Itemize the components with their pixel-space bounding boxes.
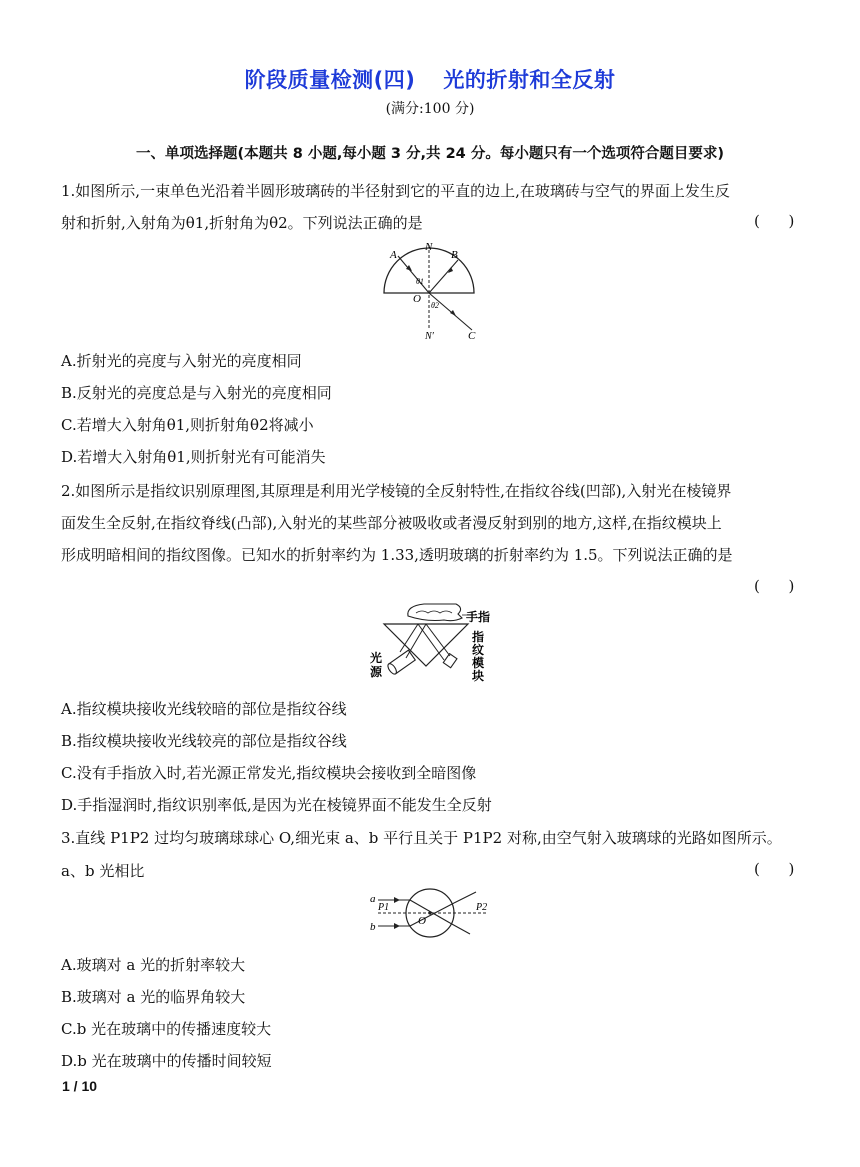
- ray-a-exit: [450, 923, 470, 934]
- q1-option-a: A.折射光的亮度与入射光的亮度相同: [61, 352, 302, 370]
- light-source-icon: [386, 650, 415, 675]
- label-module-1: 指: [472, 630, 485, 644]
- page-subtitle: (满分:100 分): [385, 101, 475, 117]
- label-N: N: [425, 241, 433, 253]
- q3-stem-line-2: a、b 光相比: [61, 862, 145, 880]
- ray-b-refracted: [410, 903, 454, 926]
- ray-b-exit: [454, 892, 476, 903]
- label-module-3: 模: [472, 656, 485, 670]
- q2-option-d: D.手指湿润时,指纹识别率低,是因为光在棱镜界面不能发生全反射: [61, 796, 492, 814]
- page-number: 1 / 10: [62, 1078, 98, 1094]
- q2-stem-line-2: 面发生全反射,在指纹脊线(凸部),入射光的某些部分被吸收或者漫反射到别的地方,这样,在指纹模块上: [61, 514, 722, 532]
- incident-ray: [398, 256, 429, 293]
- q3-option-c: C.b 光在玻璃中的传播速度较大: [61, 1020, 272, 1038]
- label-finger: 手指: [466, 610, 491, 624]
- light-ray-1: [406, 624, 426, 658]
- q1-option-c: C.若增大入射角θ1,则折射角θ2将减小: [61, 416, 314, 434]
- label-C: C: [468, 330, 476, 342]
- label-source-2: 源: [370, 665, 383, 679]
- label-theta2: θ2: [431, 301, 439, 310]
- q3-glass-sphere-figure: [366, 884, 496, 940]
- reflected-ray: [429, 260, 458, 293]
- label-b: b: [370, 921, 376, 933]
- center-dot: [428, 911, 431, 914]
- label-A: A: [390, 249, 397, 261]
- label-P1: P1: [378, 902, 390, 913]
- q1-stem-line-2: 射和折射,入射角为θ1,折射角为θ2。下列说法正确的是: [61, 214, 423, 232]
- prism: [384, 624, 468, 666]
- q2-option-c: C.没有手指放入时,若光源正常发光,指纹模块会接收到全暗图像: [61, 764, 477, 782]
- q2-stem-line-3: 形成明暗相间的指纹图像。已知水的折射率约为 1.33,透明玻璃的折射率约为 1.5。下列说法正确的是: [61, 546, 733, 564]
- label-O: O: [413, 293, 421, 305]
- q1-semicircle-figure: [376, 240, 486, 344]
- q3-option-a: A.玻璃对 a 光的折射率较大: [61, 956, 246, 974]
- q2-fingerprint-figure: [366, 600, 496, 688]
- label-module-4: 块: [472, 669, 485, 683]
- fingerprint-ridges: [416, 611, 452, 613]
- ray-b-arrow-icon: [394, 923, 400, 929]
- title-part2: 光的折射和全反射: [443, 68, 616, 92]
- label-theta1: θ1: [416, 277, 424, 286]
- q1-option-d: D.若增大入射角θ1,则折射光有可能消失: [61, 448, 326, 466]
- page-title: [0, 64, 860, 94]
- label-O: O: [418, 915, 426, 927]
- q2-stem-line-1: 2.如图所示是指纹识别原理图,其原理是利用光学棱镜的全反射特性,在指纹谷线(凹部),入射光在棱镜界: [61, 482, 732, 500]
- refracted-arrow-icon: [450, 310, 456, 316]
- section-heading: 一、单项选择题(本题共 8 小题,每小题 3 分,共 24 分。每小题只有一个选项符合题目要求): [136, 146, 724, 162]
- q1-answer-bracket: ( ): [754, 212, 795, 230]
- q1-stem-line-1: 1.如图所示,一束单色光沿着半圆形玻璃砖的半径射到它的平直的边上,在玻璃砖与空气的界面上发生反: [61, 182, 730, 200]
- label-module-2: 纹: [472, 643, 485, 657]
- q1-option-b: B.反射光的亮度总是与入射光的亮度相同: [61, 384, 332, 402]
- refracted-ray: [429, 293, 472, 330]
- light-ray-2: [400, 624, 418, 652]
- label-Nprime: N′: [425, 331, 434, 342]
- q2-option-b: B.指纹模块接收光线较亮的部位是指纹谷线: [61, 732, 347, 750]
- label-P2: P2: [476, 902, 488, 913]
- q3-option-b: B.玻璃对 a 光的临界角较大: [61, 988, 246, 1006]
- label-source-1: 光: [370, 651, 383, 665]
- ray-a-arrow-icon: [394, 897, 400, 903]
- q2-answer-bracket: ( ): [754, 577, 795, 595]
- q3-answer-bracket: ( ): [754, 860, 795, 878]
- q2-option-a: A.指纹模块接收光线较暗的部位是指纹谷线: [61, 700, 347, 718]
- label-B: B: [451, 249, 458, 261]
- label-a: a: [370, 893, 376, 905]
- q3-stem-line-1: 3.直线 P1P2 过均匀玻璃球球心 O,细光束 a、b 平行且关于 P1P2 对称,由空气射入玻璃球的光路如图所示。: [61, 829, 782, 847]
- q3-option-d: D.b 光在玻璃中的传播时间较短: [61, 1052, 272, 1070]
- finger-shape: [408, 604, 462, 621]
- title-part1: 阶段质量检测(四): [244, 68, 416, 92]
